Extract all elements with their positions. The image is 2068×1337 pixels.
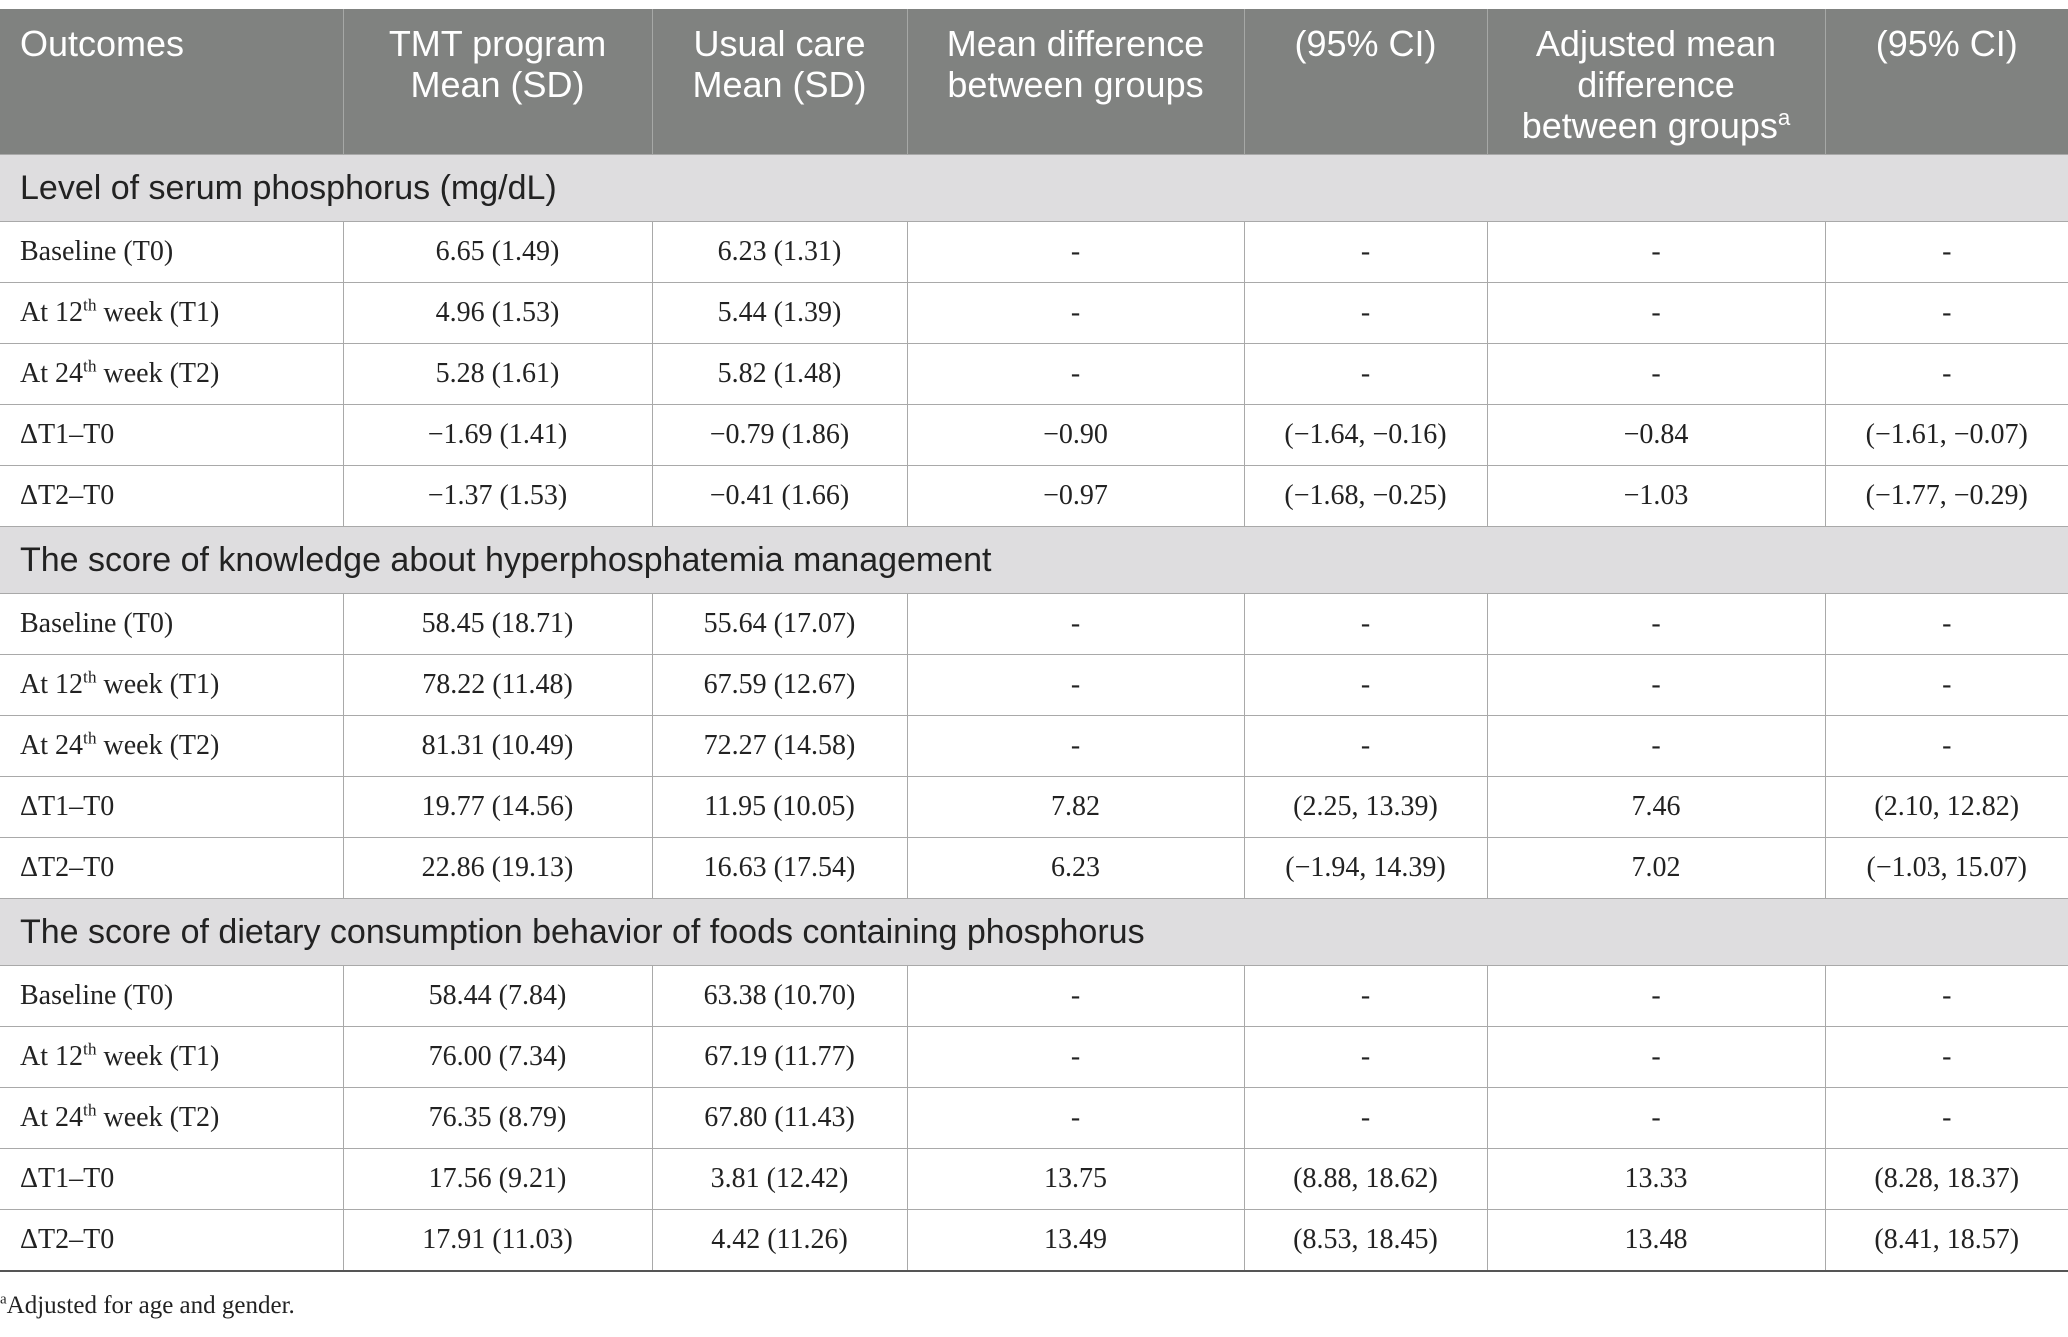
section-header-row <box>0 899 2068 966</box>
mean-difference-value: - <box>907 966 1244 1027</box>
usual-care-value: 67.59 (12.67) <box>652 655 907 716</box>
tmt-program-value: 76.00 (7.34) <box>343 1027 652 1088</box>
row-label: ΔT1–T0 <box>0 405 343 466</box>
table-row <box>0 466 2068 527</box>
mean-difference-value: 6.23 <box>907 838 1244 899</box>
header-row <box>0 9 2068 155</box>
adjusted-mean-difference-value: −0.84 <box>1487 405 1825 466</box>
header-outcomes-text: Outcomes <box>20 23 185 64</box>
mean-difference-value: - <box>907 655 1244 716</box>
row-label: ΔT2–T0 <box>0 838 343 899</box>
adjusted-ci-value: - <box>1825 344 2068 405</box>
header-ci <box>1244 9 1487 155</box>
header-usual-line1: Usual care <box>693 23 866 64</box>
usual-care-value: 3.81 (12.42) <box>652 1149 907 1210</box>
ci-value: - <box>1244 594 1487 655</box>
usual-care-value: 6.23 (1.31) <box>652 222 907 283</box>
ordinal-suffix: th <box>83 295 97 315</box>
header-adj-line1: Adjusted mean <box>1535 23 1777 64</box>
header-ci-text: (95% CI) <box>1294 23 1437 64</box>
usual-care-value: −0.41 (1.66) <box>652 466 907 527</box>
adjusted-mean-difference-value: - <box>1487 283 1825 344</box>
adjusted-mean-difference-value: - <box>1487 966 1825 1027</box>
table-footnote <box>0 1292 295 1320</box>
mean-difference-value: - <box>907 716 1244 777</box>
ci-value: (−1.94, 14.39) <box>1244 838 1487 899</box>
header-md-line1: Mean difference <box>946 23 1205 64</box>
adjusted-mean-difference-value: 13.33 <box>1487 1149 1825 1210</box>
adjusted-mean-difference-value: - <box>1487 222 1825 283</box>
adjusted-mean-difference-value: 7.46 <box>1487 777 1825 838</box>
row-label <box>0 1088 343 1149</box>
row-label-text: week (T1) <box>96 669 220 700</box>
tmt-program-value: 58.45 (18.71) <box>343 594 652 655</box>
tmt-program-value: 19.77 (14.56) <box>343 777 652 838</box>
header-mean-difference <box>907 9 1244 155</box>
usual-care-value: 63.38 (10.70) <box>652 966 907 1027</box>
ci-value: - <box>1244 222 1487 283</box>
table-row <box>0 344 2068 405</box>
adjusted-mean-difference-value: 7.02 <box>1487 838 1825 899</box>
tmt-program-value: 5.28 (1.61) <box>343 344 652 405</box>
adjusted-ci-value: (8.28, 18.37) <box>1825 1149 2068 1210</box>
table-body <box>0 155 2068 1271</box>
ci-value: - <box>1244 283 1487 344</box>
ci-value: (2.25, 13.39) <box>1244 777 1487 838</box>
adjusted-ci-value: - <box>1825 716 2068 777</box>
row-label: ΔT1–T0 <box>0 1149 343 1210</box>
row-label <box>0 655 343 716</box>
header-tmt-line2: Mean (SD) <box>410 64 585 105</box>
adjusted-mean-difference-value: - <box>1487 344 1825 405</box>
tmt-program-value: 81.31 (10.49) <box>343 716 652 777</box>
ci-value: - <box>1244 716 1487 777</box>
header-outcomes <box>0 9 343 155</box>
header-adjusted-mean-difference <box>1487 9 1825 155</box>
ci-value: - <box>1244 1027 1487 1088</box>
tmt-program-value: 4.96 (1.53) <box>343 283 652 344</box>
ordinal-suffix: th <box>83 1039 97 1059</box>
adjusted-ci-value: - <box>1825 1027 2068 1088</box>
table-row <box>0 1210 2068 1271</box>
ci-value: (−1.68, −0.25) <box>1244 466 1487 527</box>
row-label: ΔT1–T0 <box>0 777 343 838</box>
row-label-text: week (T2) <box>96 358 220 389</box>
adjusted-ci-value: (−1.77, −0.29) <box>1825 466 2068 527</box>
tmt-program-value: 78.22 (11.48) <box>343 655 652 716</box>
adjusted-ci-value: - <box>1825 222 2068 283</box>
table-row <box>0 655 2068 716</box>
adjusted-mean-difference-value: - <box>1487 655 1825 716</box>
mean-difference-value: 13.75 <box>907 1149 1244 1210</box>
adjusted-mean-difference-value: - <box>1487 1027 1825 1088</box>
tmt-program-value: 22.86 (19.13) <box>343 838 652 899</box>
table-row <box>0 716 2068 777</box>
tmt-program-value: 17.91 (11.03) <box>343 1210 652 1271</box>
mean-difference-value: - <box>907 283 1244 344</box>
row-label: Baseline (T0) <box>0 966 343 1027</box>
row-label: ΔT2–T0 <box>0 1210 343 1271</box>
mean-difference-value: - <box>907 1027 1244 1088</box>
usual-care-value: 5.44 (1.39) <box>652 283 907 344</box>
table-row <box>0 594 2068 655</box>
table-header <box>0 9 2068 155</box>
ci-value: (8.53, 18.45) <box>1244 1210 1487 1271</box>
mean-difference-value: - <box>907 222 1244 283</box>
ci-value: - <box>1244 344 1487 405</box>
usual-care-value: 67.80 (11.43) <box>652 1088 907 1149</box>
adjusted-mean-difference-value: - <box>1487 716 1825 777</box>
usual-care-value: 11.95 (10.05) <box>652 777 907 838</box>
tmt-program-value: 58.44 (7.84) <box>343 966 652 1027</box>
table-row <box>0 222 2068 283</box>
usual-care-value: 16.63 (17.54) <box>652 838 907 899</box>
footnote-marker: a <box>0 1291 7 1308</box>
tmt-program-value: 6.65 (1.49) <box>343 222 652 283</box>
adjusted-ci-value: (2.10, 12.82) <box>1825 777 2068 838</box>
header-ci2-text: (95% CI) <box>1875 23 2018 64</box>
adjusted-ci-value: - <box>1825 283 2068 344</box>
usual-care-value: 5.82 (1.48) <box>652 344 907 405</box>
ordinal-suffix: th <box>83 356 97 376</box>
row-label-text: At 12 <box>20 1041 83 1072</box>
adjusted-ci-value: - <box>1825 966 2068 1027</box>
row-label <box>0 716 343 777</box>
adjusted-mean-difference-value: - <box>1487 594 1825 655</box>
usual-care-value: −0.79 (1.86) <box>652 405 907 466</box>
adjusted-ci-value: - <box>1825 1088 2068 1149</box>
table-row <box>0 1088 2068 1149</box>
adjusted-mean-difference-value: - <box>1487 1088 1825 1149</box>
ordinal-suffix: th <box>83 728 97 748</box>
tmt-program-value: 17.56 (9.21) <box>343 1149 652 1210</box>
ci-value: - <box>1244 1088 1487 1149</box>
table-row <box>0 838 2068 899</box>
row-label-text: At 12 <box>20 297 83 328</box>
mean-difference-value: 7.82 <box>907 777 1244 838</box>
tmt-program-value: −1.69 (1.41) <box>343 405 652 466</box>
ci-value: (−1.64, −0.16) <box>1244 405 1487 466</box>
adjusted-mean-difference-value: 13.48 <box>1487 1210 1825 1271</box>
adjusted-ci-value: (8.41, 18.57) <box>1825 1210 2068 1271</box>
table-row <box>0 777 2068 838</box>
section-header-row <box>0 155 2068 222</box>
mean-difference-value: - <box>907 1088 1244 1149</box>
table-row <box>0 405 2068 466</box>
row-label: Baseline (T0) <box>0 594 343 655</box>
header-tmt-line1: TMT program <box>388 23 607 64</box>
row-label <box>0 344 343 405</box>
adjusted-ci-value: (−1.03, 15.07) <box>1825 838 2068 899</box>
row-label-text: At 12 <box>20 669 83 700</box>
mean-difference-value: 13.49 <box>907 1210 1244 1271</box>
header-adj-line2: difference <box>1577 64 1735 105</box>
tmt-program-value: 76.35 (8.79) <box>343 1088 652 1149</box>
section-title: Level of serum phosphorus (mg/dL) <box>0 155 2068 222</box>
mean-difference-value: - <box>907 344 1244 405</box>
usual-care-value: 4.42 (11.26) <box>652 1210 907 1271</box>
table-row <box>0 1027 2068 1088</box>
row-label-text: week (T1) <box>96 1041 220 1072</box>
tmt-program-value: −1.37 (1.53) <box>343 466 652 527</box>
usual-care-value: 67.19 (11.77) <box>652 1027 907 1088</box>
header-md-line2: between groups <box>947 64 1204 105</box>
header-usual-line2: Mean (SD) <box>692 64 867 105</box>
ci-value: - <box>1244 655 1487 716</box>
row-label-text: At 24 <box>20 358 83 389</box>
row-label: ΔT2–T0 <box>0 466 343 527</box>
adjusted-ci-value: (−1.61, −0.07) <box>1825 405 2068 466</box>
row-label <box>0 1027 343 1088</box>
row-label-text: week (T2) <box>96 1102 220 1133</box>
table-row <box>0 1149 2068 1210</box>
row-label-text: At 24 <box>20 730 83 761</box>
header-adj-line3: between groups <box>1521 105 1778 146</box>
section-header-row <box>0 527 2068 594</box>
row-label: Baseline (T0) <box>0 222 343 283</box>
header-adjusted-ci <box>1825 9 2068 155</box>
ordinal-suffix: th <box>83 667 97 687</box>
adjusted-ci-value: - <box>1825 594 2068 655</box>
usual-care-value: 55.64 (17.07) <box>652 594 907 655</box>
row-label-text: week (T2) <box>96 730 220 761</box>
table-container <box>0 9 2068 1272</box>
row-label <box>0 283 343 344</box>
ci-value: - <box>1244 966 1487 1027</box>
ordinal-suffix: th <box>83 1100 97 1120</box>
mean-difference-value: −0.97 <box>907 466 1244 527</box>
mean-difference-value: −0.90 <box>907 405 1244 466</box>
row-label-text: At 24 <box>20 1102 83 1133</box>
header-adj-footnote-marker: a <box>1777 105 1791 130</box>
header-tmt-program <box>343 9 652 155</box>
adjusted-mean-difference-value: −1.03 <box>1487 466 1825 527</box>
footnote-text: Adjusted for age and gender. <box>6 1292 295 1319</box>
section-title: The score of knowledge about hyperphosphatemia management <box>0 527 2068 594</box>
section-title: The score of dietary consumption behavior of foods containing phosphorus <box>0 899 2068 966</box>
row-label-text: week (T1) <box>96 297 220 328</box>
mean-difference-value: - <box>907 594 1244 655</box>
table-row <box>0 283 2068 344</box>
results-table <box>0 9 2068 1272</box>
usual-care-value: 72.27 (14.58) <box>652 716 907 777</box>
table-row <box>0 966 2068 1027</box>
adjusted-ci-value: - <box>1825 655 2068 716</box>
ci-value: (8.88, 18.62) <box>1244 1149 1487 1210</box>
header-usual-care <box>652 9 907 155</box>
